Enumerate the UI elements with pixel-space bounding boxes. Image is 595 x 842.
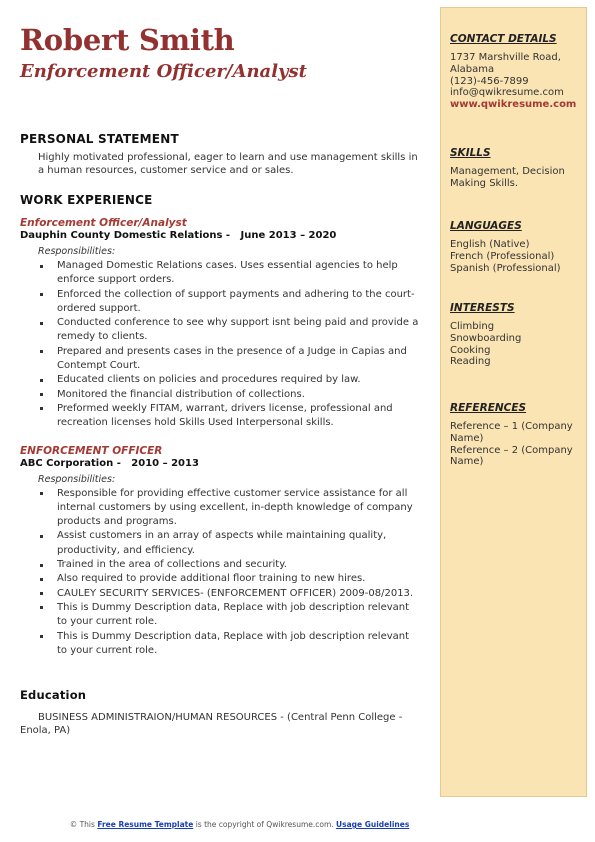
job-entry <box>20 445 420 659</box>
list-item: Cooking <box>450 344 491 356</box>
contact-phone: (123)-456-7899 <box>450 75 529 87</box>
list-item: Educated clients on policies and procedures required by law. <box>56 373 420 387</box>
list-item: This is Dummy Description data, Replace with job description relevant to your current role. <box>56 601 420 630</box>
skills-section <box>450 146 582 190</box>
list-item: Preformed weekly FITAM, warrant, drivers license, professional and recreation licenses hold Skills Used Interpersonal skills. <box>56 402 420 431</box>
responsibilities-list <box>20 259 420 431</box>
list-item: Prepared and presents cases in the presence of a Judge in Capias and Contempt Court. <box>56 345 420 374</box>
interests-list <box>450 321 582 368</box>
references-section <box>450 401 582 468</box>
section-title: PERSONAL STATEMENT <box>20 132 179 146</box>
section-title: REFERENCES <box>450 402 527 414</box>
resume-header <box>20 22 420 84</box>
list-item: CAULEY SECURITY SERVICES- (ENFORCEMENT OFFICER) 2009-08/2013. <box>56 587 420 601</box>
job-entry <box>20 217 420 431</box>
list-item: Trained in the area of collections and security. <box>56 558 420 572</box>
footer <box>0 820 479 829</box>
section-title: INTERESTS <box>450 302 515 314</box>
job-company-dates: Dauphin County Domestic Relations - June 2013 – 2020 <box>20 230 337 241</box>
footer-middle: is the copyright of Qwikresume.com. <box>193 820 337 829</box>
section-title: WORK EXPERIENCE <box>20 193 153 207</box>
list-item: English (Native) <box>450 239 530 250</box>
list-item: Assist customers in an array of aspects while maintaining quality, productivity, and efficiency. <box>56 529 420 558</box>
interests-section <box>450 301 582 368</box>
languages-list <box>450 239 582 274</box>
section-title: LANGUAGES <box>450 220 522 232</box>
section-title: SKILLS <box>450 147 491 159</box>
section-title: Education <box>20 688 87 702</box>
job-title: ENFORCEMENT OFFICER <box>20 444 163 457</box>
job-title: Enforcement Officer/Analyst <box>20 217 187 229</box>
responsibilities-list <box>20 487 420 659</box>
list-item: Managed Domestic Relations cases. Uses essential agencies to help enforce support orders. <box>56 259 420 288</box>
list-item: Also required to provide additional floor training to new hires. <box>56 572 420 586</box>
section-title: CONTACT DETAILS <box>450 33 557 45</box>
references-list <box>450 421 582 468</box>
candidate-name: Robert Smith <box>20 23 235 57</box>
contact-website[interactable]: www.qwikresume.com <box>450 99 577 111</box>
work-experience-section <box>20 193 420 658</box>
footer-prefix: © This <box>69 820 98 829</box>
usage-guidelines-link[interactable]: Usage Guidelines <box>336 820 410 829</box>
education-text: BUSINESS ADMINISTRAION/HUMAN RESOURCES - (Central Penn College - Enola, PA) <box>20 712 403 736</box>
candidate-role: Enforcement Officer/Analyst <box>20 61 307 82</box>
list-item: French (Professional) <box>450 250 555 262</box>
personal-statement-section <box>20 132 420 177</box>
contact-email[interactable]: info@qwikresume.com <box>450 87 564 99</box>
list-item: Reference – 1 (Company Name) <box>450 421 573 444</box>
list-item: Monitored the financial distribution of collections. <box>56 388 420 402</box>
list-item: Responsible for providing effective customer service assistance for all internal customers by using excellent, in-depth knowledge of company products and programs. <box>56 487 420 530</box>
list-item: Spanish (Professional) <box>450 262 561 274</box>
list-item: Climbing <box>450 321 495 332</box>
education-section <box>20 688 420 737</box>
list-item: Snowboarding <box>450 332 522 344</box>
list-item: Conducted conference to see why support isnt being paid and provide a remedy to clients. <box>56 316 420 345</box>
sidebar <box>440 7 587 797</box>
languages-section <box>450 219 582 274</box>
skills-text: Management, Decision Making Skills. <box>450 166 565 189</box>
free-resume-template-link[interactable]: Free Resume Template <box>97 820 194 829</box>
personal-statement-text: Highly motivated professional, eager to learn and use management skills in a human resources, customer service and or sales. <box>38 152 418 176</box>
contact-section <box>450 32 582 111</box>
list-item: This is Dummy Description data, Replace with job description relevant to your current role. <box>56 630 420 659</box>
list-item: Enforced the collection of support payments and adhering to the court-ordered support. <box>56 288 420 317</box>
contact-address: 1737 Marshville Road, Alabama <box>450 52 561 75</box>
job-company-dates: ABC Corporation - 2010 – 2013 <box>20 457 199 469</box>
responsibilities-label: Responsibilities: <box>38 246 116 257</box>
contact-details <box>450 52 582 111</box>
list-item: Reading <box>450 356 491 368</box>
list-item: Reference – 2 (Company Name) <box>450 444 573 468</box>
responsibilities-label: Responsibilities: <box>38 473 116 485</box>
